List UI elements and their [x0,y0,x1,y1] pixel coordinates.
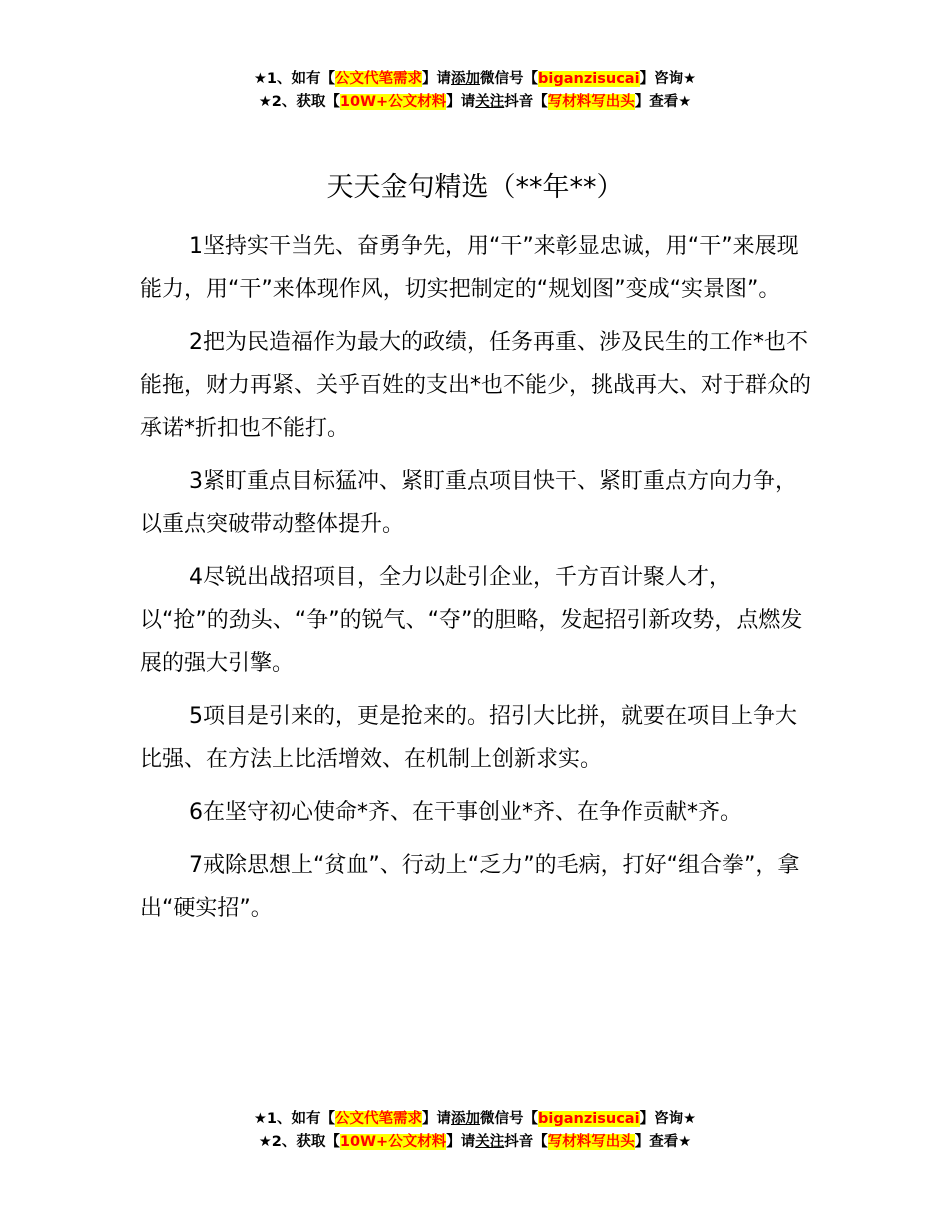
banner-text: 微信号【 [480,1111,539,1127]
banner-text: 抖音【 [504,94,548,110]
banner-underlined: 关注 [475,1134,505,1150]
paragraph: 3紧盯重点目标猛冲、紧盯重点项目快干、紧盯重点方向力争，以重点突破带动整体提升。 [140,469,797,537]
banner-text: 微信号【 [480,71,539,87]
banner-highlight: 写材料写出头 [547,94,635,110]
banner-highlight: 10W+公文材料 [339,1134,447,1150]
paragraph: 2把为民造福作为最大的政绩，任务再重、涉及民生的工作*也不能拖，财力再紧、关乎百姓的支出*也不能少，挑战再大、对于群众的承诺*折扣也不能打。 [140,330,812,441]
paragraph: 1坚持实干当先、奋勇争先，用“干”来彰显忠诚，用“干”来展现能力，用“干”来体现作风，切实把制定的“规划图”变成“实景图”。 [140,234,799,302]
footer-banner [0,1108,950,1154]
banner-line-2 [0,91,950,114]
paragraph: 6在坚守初心使命*齐、在干事创业*齐、在争作贡献*齐。 [189,800,742,825]
banner-text: 】查看★ [634,94,692,110]
banner-highlight: 公文代笔需求 [335,1111,423,1127]
document-title: 天天金句精选（**年**） [326,172,624,203]
banner-text: 】请 [422,71,452,87]
header-banner [0,68,950,114]
banner-line-1 [0,1108,950,1131]
banner-text: ★1、如有【 [253,71,336,87]
banner-text: 】请 [446,94,476,110]
banner-text: ★1、如有【 [253,1111,336,1127]
banner-text: ★2、获取【 [258,94,340,110]
banner-highlight: 写材料写出头 [547,1134,635,1150]
banner-line-2 [0,1131,950,1154]
banner-highlight: 10W+公文材料 [339,94,447,110]
banner-text: 】咨询★ [639,71,697,87]
document-body [140,225,812,940]
banner-highlight: 公文代笔需求 [335,71,423,87]
banner-text: 】查看★ [634,1134,692,1150]
banner-highlight: biganzisucai [538,1111,640,1127]
banner-text: 】咨询★ [639,1111,697,1127]
paragraph: 7戒除思想上“贫血”、行动上“乏力”的毛病，打好“组合拳”，拿出“硬实招”。 [140,853,800,921]
banner-text: 抖音【 [504,1134,548,1150]
banner-underlined: 关注 [475,94,505,110]
paragraph: 5项目是引来的，更是抢来的。招引大比拼，就要在项目上争大比强、在方法上比活增效、在机制上创新求实。 [140,704,797,772]
paragraph: 4尽锐出战招项目，全力以赴引企业，千方百计聚人才，以“抢”的劲头、“争”的锐气、“夺”的胆略，发起招引新攻势，点燃发展的强大引擎。 [140,565,803,676]
banner-line-1 [0,68,950,91]
banner-underlined: 添加 [451,1111,481,1127]
banner-text: 】请 [422,1111,452,1127]
banner-text: 】请 [446,1134,476,1150]
banner-underlined: 添加 [451,71,481,87]
banner-highlight: biganzisucai [538,71,640,87]
banner-text: ★2、获取【 [258,1134,340,1150]
